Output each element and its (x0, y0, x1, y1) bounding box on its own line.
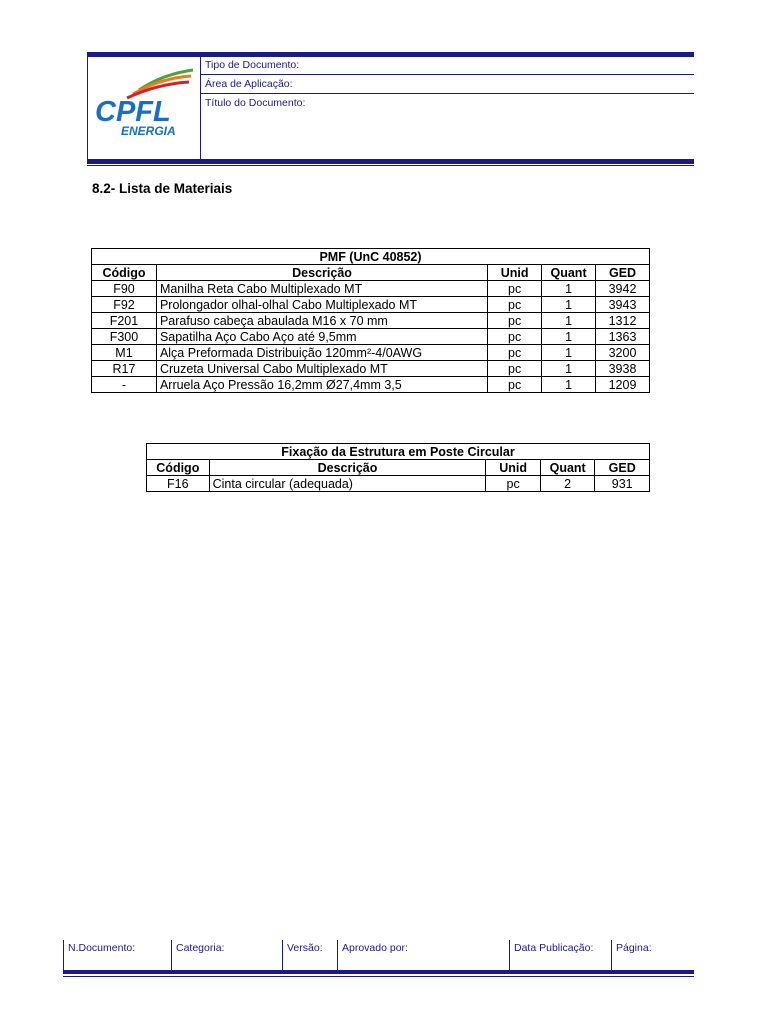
cell-codigo: F92 (92, 297, 157, 313)
column-header: GED (596, 265, 650, 281)
cell-descricao: Sapatilha Aço Cabo Aço até 9,5mm (156, 329, 487, 345)
cell-codigo: F201 (92, 313, 157, 329)
cell-descricao: Alça Preformada Distribuição 120mm²-4/0AWG (156, 345, 487, 361)
application-area-label: Área de Aplicação: (205, 78, 293, 90)
table-row (92, 297, 650, 313)
application-area-field (201, 76, 694, 94)
footer-pagina (612, 940, 694, 970)
footer-versao (283, 940, 338, 970)
cell-descricao: Manilha Reta Cabo Multiplexado MT (156, 281, 487, 297)
table-row (92, 361, 650, 377)
cell-ged: 1363 (596, 329, 650, 345)
cell-quant: 1 (542, 313, 596, 329)
cell-descricao: Cinta circular (adequada) (209, 476, 486, 492)
cell-descricao: Cruzeta Universal Cabo Multiplexado MT (156, 361, 487, 377)
cell-codigo: F300 (92, 329, 157, 345)
cell-ged: 1209 (596, 377, 650, 393)
cell-quant: 1 (542, 345, 596, 361)
table-row (92, 377, 650, 393)
column-header: Unid (486, 460, 541, 476)
document-footer (63, 940, 694, 978)
cell-descricao: Prolongador olhal-olhal Cabo Multiplexado MT (156, 297, 487, 313)
cell-ged: 931 (595, 476, 650, 492)
cell-unid: pc (488, 329, 542, 345)
footer-data-publicacao-label: Data Publicação: (514, 942, 594, 954)
document-type-field (201, 57, 694, 75)
footer-pagina-label: Página: (616, 942, 652, 954)
footer-aprovado-por-label: Aprovado por: (342, 942, 408, 954)
table-row (92, 281, 650, 297)
header-left-border (87, 57, 88, 159)
footer-bottom-rule (63, 970, 694, 974)
footer-aprovado-por (338, 940, 510, 970)
materials-table-pmf (91, 248, 650, 393)
logo-text: CPFL (95, 96, 171, 128)
footer-n-documento-label: N.Documento: (68, 942, 136, 954)
cell-quant: 1 (542, 281, 596, 297)
logo-subtext: ENERGIA (121, 124, 176, 138)
cell-ged: 3942 (596, 281, 650, 297)
cell-unid: pc (488, 345, 542, 361)
document-title-field (201, 95, 694, 113)
document-header (87, 52, 694, 166)
cell-descricao: Arruela Aço Pressão 16,2mm Ø27,4mm 3,5 (156, 377, 487, 393)
cell-unid: pc (486, 476, 541, 492)
cell-quant: 2 (540, 476, 595, 492)
cell-ged: 1312 (596, 313, 650, 329)
table-row (92, 329, 650, 345)
cell-quant: 1 (542, 329, 596, 345)
footer-categoria-label: Categoria: (176, 942, 225, 954)
footer-n-documento (64, 940, 172, 970)
cell-quant: 1 (542, 377, 596, 393)
cell-codigo: M1 (92, 345, 157, 361)
cell-descricao: Parafuso cabeça abaulada M16 x 70 mm (156, 313, 487, 329)
document-title-label: Título do Documento: (205, 97, 306, 109)
cell-ged: 3943 (596, 297, 650, 313)
footer-bottom-thin-rule (63, 976, 694, 977)
table-row (92, 345, 650, 361)
cell-unid: pc (488, 361, 542, 377)
cell-codigo: F90 (92, 281, 157, 297)
column-header: Descrição (209, 460, 486, 476)
table-row (92, 313, 650, 329)
header-bottom-thin-rule (87, 165, 694, 166)
footer-versao-label: Versão: (287, 942, 323, 954)
section-title: 8.2- Lista de Materiais (92, 181, 233, 196)
column-header: Código (147, 460, 210, 476)
footer-data-publicacao (510, 940, 612, 970)
table-title-row (92, 249, 650, 265)
header-bottom-rule (87, 159, 694, 164)
cpfl-logo (93, 64, 195, 138)
cell-ged: 3938 (596, 361, 650, 377)
cell-codigo: R17 (92, 361, 157, 377)
column-header: Descrição (156, 265, 487, 281)
table-title: PMF (UnC 40852) (92, 249, 650, 265)
cell-unid: pc (488, 281, 542, 297)
table-title: Fixação da Estrutura em Poste Circular (147, 444, 650, 460)
table-row (147, 476, 650, 492)
table-title-row (147, 444, 650, 460)
cell-ged: 3200 (596, 345, 650, 361)
footer-categoria (172, 940, 283, 970)
table-header-row (147, 460, 650, 476)
column-header: GED (595, 460, 650, 476)
fixation-table-circular-pole (146, 443, 650, 492)
cell-codigo: F16 (147, 476, 210, 492)
column-header: Quant (540, 460, 595, 476)
column-header: Quant (542, 265, 596, 281)
document-type-label: Tipo de Documento: (205, 59, 300, 71)
cell-quant: 1 (542, 297, 596, 313)
cell-quant: 1 (542, 361, 596, 377)
cell-unid: pc (488, 313, 542, 329)
column-header: Código (92, 265, 157, 281)
table-header-row (92, 265, 650, 281)
column-header: Unid (488, 265, 542, 281)
cell-codigo: - (92, 377, 157, 393)
cell-unid: pc (488, 377, 542, 393)
cell-unid: pc (488, 297, 542, 313)
